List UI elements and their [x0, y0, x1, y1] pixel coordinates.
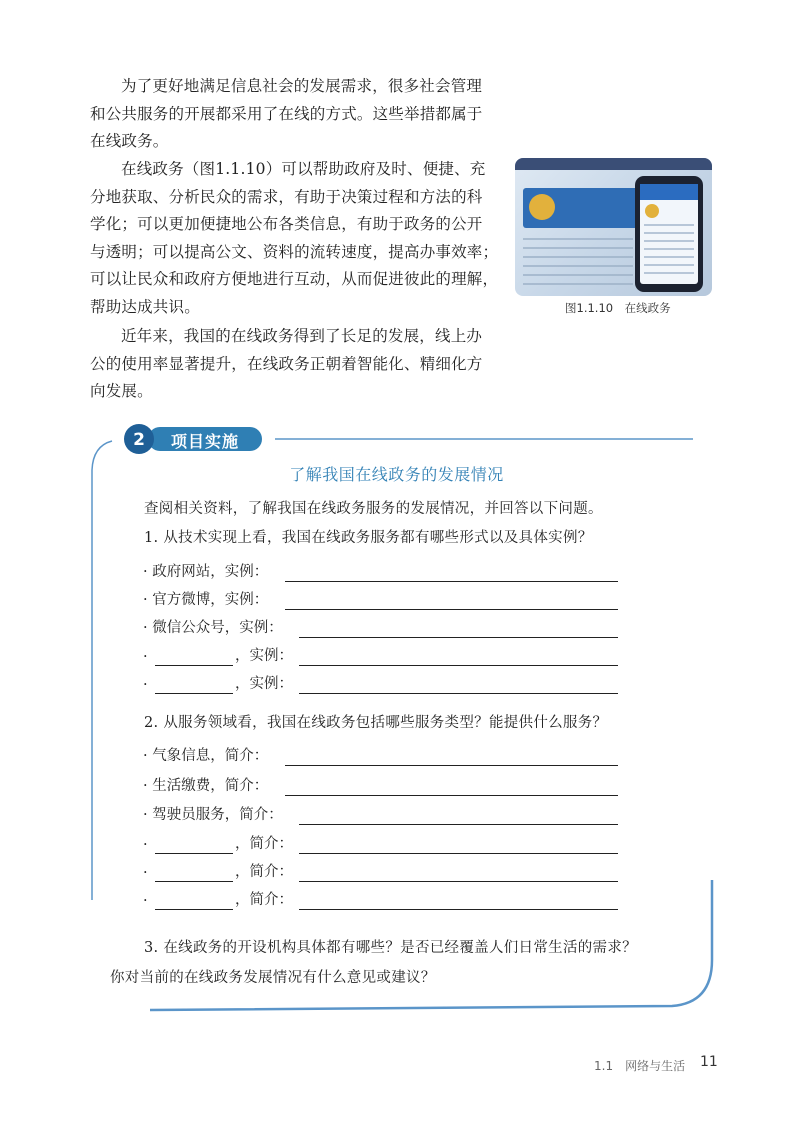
- answer-line[interactable]: [299, 853, 618, 854]
- text-line: 为了更好地满足信息社会的发展需求，很多社会管理: [121, 77, 483, 95]
- answer-label: ·: [143, 865, 148, 881]
- text-line: 可以让民众和政府方便地进行互动，从而促进彼此的理解，: [90, 270, 499, 288]
- answer-line[interactable]: [285, 765, 618, 766]
- answer-label: · 官方微博，实例：: [143, 592, 269, 608]
- answer-line[interactable]: [285, 581, 618, 582]
- answer-label: ·: [143, 837, 148, 853]
- answer-label: · 微信公众号，实例：: [143, 620, 283, 636]
- blank-line[interactable]: [155, 665, 233, 666]
- answer-line[interactable]: [299, 665, 618, 666]
- text-line: 和公共服务的开展都采用了在线的方式。这些举措都属于: [90, 104, 483, 123]
- answer-line[interactable]: [299, 881, 618, 882]
- blank-line[interactable]: [155, 881, 233, 882]
- question-3-line-2: 你对当前的在线政务发展情况有什么意见或建议？: [110, 970, 436, 986]
- answer-label: · 政府网站，实例：: [143, 564, 269, 580]
- answer-row: [143, 805, 623, 827]
- answer-row: [143, 674, 623, 696]
- blank-line[interactable]: [155, 693, 233, 694]
- text-line: 在线政务（图1.1.10）可以帮助政府及时、便捷、充: [121, 160, 486, 178]
- answer-row: [143, 646, 623, 668]
- answer-label: ·: [143, 677, 148, 693]
- question-1: 1. 从技术实现上看，我国在线政务服务都有哪些形式以及具体实例？: [144, 530, 593, 546]
- text-line: 在线政务。: [90, 132, 169, 150]
- answer-row: [143, 862, 623, 884]
- answer-label: · 生活缴费，简介：: [143, 778, 269, 794]
- answer-row: [143, 590, 623, 612]
- activity-title: 了解我国在线政务的发展情况: [289, 465, 504, 484]
- answer-row: [143, 746, 623, 768]
- text-line: 分地获取、分析民众的需求，有助于决策过程和方法的科: [90, 187, 483, 206]
- answer-line[interactable]: [285, 795, 618, 796]
- footer-section: 1.1 网络与生活: [594, 1059, 686, 1073]
- text-line: 与透明；可以提高公文、资料的流转速度，提高办事效率；: [90, 242, 499, 261]
- answer-row: [143, 618, 623, 640]
- answer-label: ，简介：: [235, 892, 293, 908]
- answer-row: [143, 834, 623, 856]
- answer-label: ·: [143, 649, 148, 665]
- answer-line[interactable]: [299, 637, 618, 638]
- text-line: 向发展。: [90, 382, 153, 400]
- blank-line[interactable]: [155, 909, 233, 910]
- answer-line[interactable]: [299, 824, 618, 825]
- text-line: 公的使用率显著提升，在线政务正朝着智能化、精细化方: [90, 354, 483, 373]
- answer-label: ·: [143, 893, 148, 909]
- answer-line[interactable]: [299, 693, 618, 694]
- answer-row: [143, 562, 623, 584]
- question-3-line-1: 3. 在线政务的开设机构具体都有哪些？是否已经覆盖人们日常生活的需求？: [144, 940, 637, 956]
- page-number: 11: [700, 1054, 718, 1070]
- text-line: 近年来，我国的在线政务得到了长足的发展，线上办: [121, 327, 483, 345]
- answer-label: · 气象信息，简介：: [143, 748, 269, 764]
- answer-line[interactable]: [285, 609, 618, 610]
- svg-text:2: 2: [133, 430, 145, 450]
- question-2: 2. 从服务领域看，我国在线政务包括哪些服务类型？能提供什么服务？: [144, 715, 608, 731]
- answer-label: ，实例：: [235, 676, 293, 692]
- section-label: 项目实施: [171, 432, 240, 451]
- answer-line[interactable]: [299, 909, 618, 910]
- text-line: 学化；可以更加便捷地公布各类信息，有助于政务的公开: [90, 215, 483, 233]
- text-line: 帮助达成共识。: [90, 297, 200, 316]
- answer-row: [143, 776, 623, 798]
- answer-label: ，简介：: [235, 836, 293, 852]
- answer-label: · 驾驶员服务，简介：: [143, 807, 283, 823]
- answer-label: ，简介：: [235, 864, 293, 880]
- figure-caption: 图1.1.10 在线政务: [565, 301, 671, 315]
- answer-label: ，实例：: [235, 648, 293, 664]
- answer-row: [143, 890, 623, 912]
- activity-intro: 查阅相关资料，了解我国在线政务服务的发展情况，并回答以下问题。: [144, 501, 603, 517]
- blank-line[interactable]: [155, 853, 233, 854]
